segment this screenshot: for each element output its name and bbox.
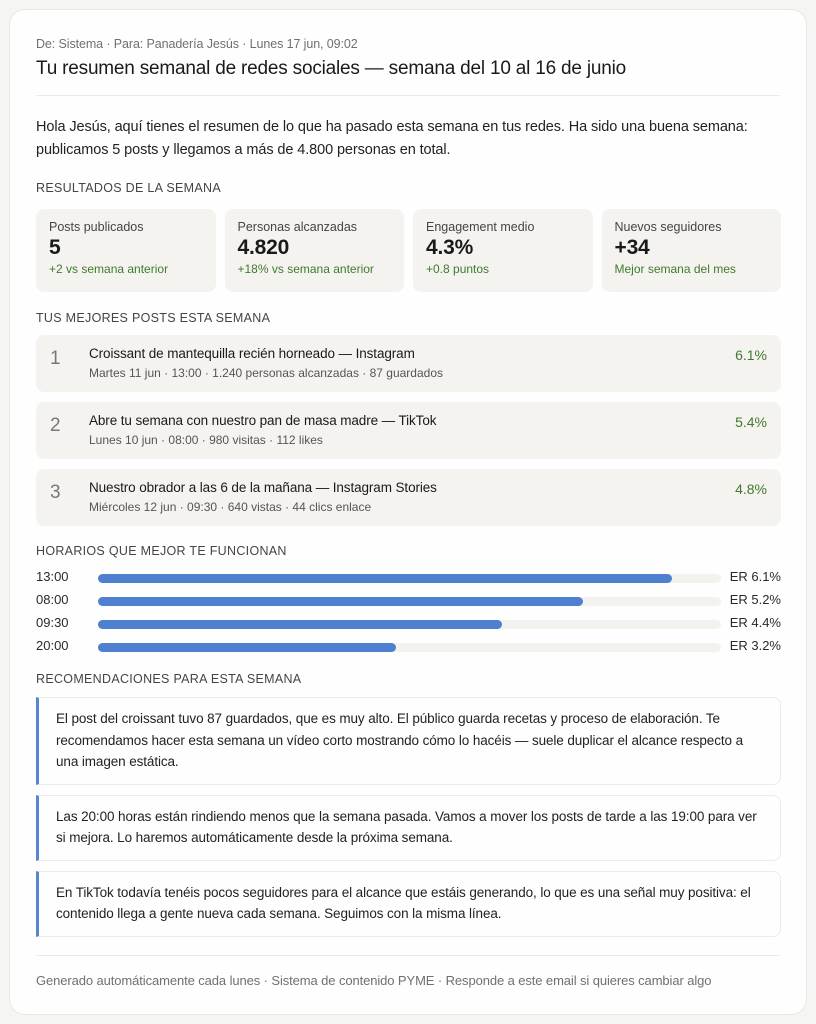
post-item	[36, 402, 781, 459]
bar-fill	[98, 574, 672, 583]
post-item	[36, 335, 781, 392]
header-divider	[36, 95, 780, 96]
schedule-er: ER 5.2%	[729, 592, 781, 607]
top-posts-section-label: TUS MEJORES POSTS ESTA SEMANA	[36, 311, 271, 325]
stat-value: 4.3%	[426, 236, 474, 259]
stat-label: Engagement medio	[426, 220, 535, 234]
recommendation-item: En TikTok todavía tenéis pocos seguidores para el alcance que estáis generando, lo que es una señal muy positiva: el contenido llega a gente nueva cada semana. Seguimos con la misma línea.	[36, 871, 781, 937]
recommendation-item: El post del croissant tuvo 87 guardados, que es muy alto. El público guarda recetas y proceso de elaboración. Te recomendamos hacer esta semana un vídeo corto mostrando cómo lo hacéis — suele duplicar el alcance respecto a una imagen estática.	[36, 697, 781, 785]
footer-text: Generado automáticamente cada lunes · Sistema de contenido PYME · Responde a este email si quieres cambiar algo	[36, 973, 712, 988]
post-meta: Lunes 10 jun · 08:00 · 980 visitas · 112 likes	[89, 433, 323, 447]
stat-delta: +0.8 puntos	[426, 262, 490, 276]
stat-label: Personas alcanzadas	[237, 220, 358, 234]
schedule-er: ER 4.4%	[729, 615, 781, 630]
footer-divider	[36, 955, 780, 956]
stat-label: Nuevos seguidores	[614, 220, 722, 234]
post-engagement-rate: 4.8%	[735, 481, 767, 497]
stat-engagement	[413, 209, 593, 292]
post-item	[36, 469, 781, 526]
schedule-row	[36, 567, 781, 590]
email-subject: Tu resumen semanal de redes sociales — semana del 10 al 16 de junio	[36, 58, 627, 79]
stat-delta: +18% vs semana anterior	[237, 262, 374, 276]
post-engagement-rate: 6.1%	[735, 347, 767, 363]
schedule-bar-chart	[36, 567, 781, 659]
schedule-row	[36, 613, 781, 636]
schedule-row	[36, 636, 781, 659]
schedule-section-label: HORARIOS QUE MEJOR TE FUNCIONAN	[36, 544, 287, 558]
schedule-time: 09:30	[36, 615, 69, 630]
post-rank: 1	[50, 348, 61, 369]
stats-grid	[36, 209, 781, 292]
post-meta: Martes 11 jun · 13:00 · 1.240 personas alcanzadas · 87 guardados	[89, 366, 443, 380]
schedule-time: 13:00	[36, 569, 69, 584]
recommendations-list	[36, 697, 781, 947]
post-title: Nuestro obrador a las 6 de la mañana — Instagram Stories	[89, 480, 437, 495]
intro-paragraph: Hola Jesús, aquí tienes el resumen de lo que ha pasado esta semana en tus redes. Ha sido una buena semana: publicamos 5 posts y llegamos a más de 4.800 personas en total.	[36, 119, 748, 158]
bar-track	[98, 574, 721, 583]
stat-label: Posts publicados	[49, 220, 144, 234]
schedule-er: ER 6.1%	[729, 569, 781, 584]
stat-posts-published	[36, 209, 216, 292]
results-section-label: RESULTADOS DE LA SEMANA	[36, 181, 221, 195]
bar-fill	[98, 643, 396, 652]
stat-delta: +2 vs semana anterior	[49, 262, 169, 276]
post-rank: 2	[50, 415, 61, 436]
stat-delta: Mejor semana del mes	[614, 262, 736, 276]
schedule-er: ER 3.2%	[729, 638, 781, 653]
bar-track	[98, 620, 721, 629]
recommendations-section-label: RECOMENDACIONES PARA ESTA SEMANA	[36, 672, 302, 686]
schedule-row	[36, 590, 781, 613]
bar-track	[98, 597, 721, 606]
post-engagement-rate: 5.4%	[735, 414, 767, 430]
recommendation-item: Las 20:00 horas están rindiendo menos que la semana pasada. Vamos a mover los posts de tarde a las 19:00 para ver si mejora. Lo haremos automáticamente desde la próxima semana.	[36, 795, 781, 861]
bar-fill	[98, 597, 583, 606]
email-card	[9, 9, 807, 1015]
stat-new-followers	[602, 209, 782, 292]
post-rank: 3	[50, 482, 61, 503]
email-meta: De: Sistema · Para: Panadería Jesús · Lunes 17 jun, 09:02	[36, 37, 358, 51]
bar-track	[98, 643, 721, 652]
post-title: Abre tu semana con nuestro pan de masa madre — TikTok	[89, 413, 437, 428]
stat-people-reached	[225, 209, 405, 292]
stat-value: 5	[49, 236, 61, 259]
stat-value: 4.820	[237, 236, 290, 259]
stat-value: +34	[614, 236, 650, 259]
post-title: Croissant de mantequilla recién horneado — Instagram	[89, 346, 415, 361]
post-meta: Miércoles 12 jun · 09:30 · 640 vistas · 44 clics enlace	[89, 500, 372, 514]
schedule-time: 08:00	[36, 592, 69, 607]
bar-fill	[98, 620, 502, 629]
schedule-time: 20:00	[36, 638, 69, 653]
top-posts-list	[36, 335, 781, 536]
